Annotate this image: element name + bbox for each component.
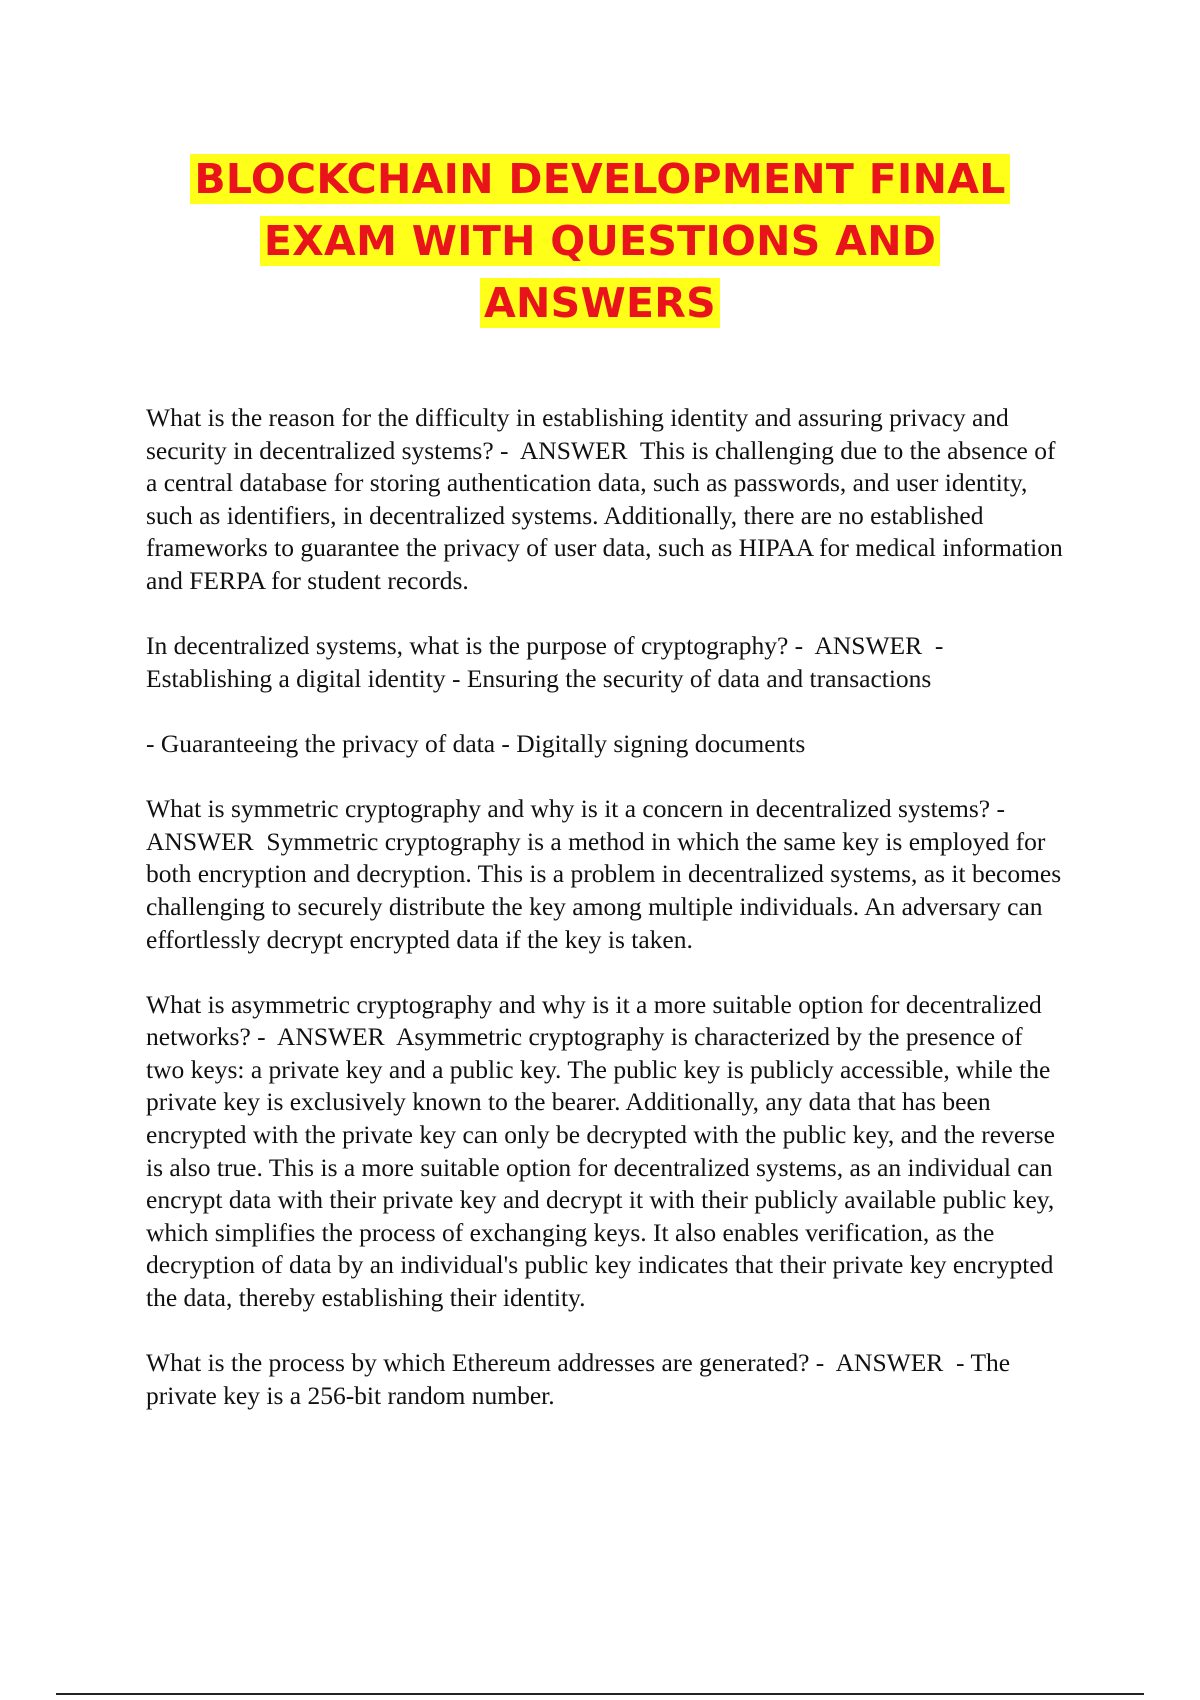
document-title [0, 148, 1200, 334]
qa-paragraph-symmetric-cryptography: What is symmetric cryptography and why is it a concern in decentralized systems? - ANSWER Symmetric cryptography is a method in which the same key is employed for both encryption and decryption. This is a problem in decentralized systems, as it becomes challenging to securely distribute the key among multiple individuals. An adversary can effortlessly decrypt encrypted data if the key is taken. [146, 794, 1068, 954]
title-line-2: EXAM WITH QUESTIONS AND [0, 210, 1200, 272]
title-line-3: ANSWERS [0, 272, 1200, 334]
qa-paragraph-identity-privacy: What is the reason for the difficulty in establishing identity and assuring privacy and security in decentralized systems? - ANSWER This is challenging due to the absence of a central database for storing authentication data, such as passwords, and user identity, such as identifiers, in decentralized systems. Additionally, there are no established frameworks to guarantee the privacy of user data, such as HIPAA for medical information and FERPA for student records. [146, 403, 1070, 595]
footer-divider [56, 1693, 1144, 1695]
qa-paragraph-cryptography-purpose: In decentralized systems, what is the purpose of cryptography? - ANSWER - Establishing a digital identity - Ensuring the security of data and transactions [146, 631, 950, 693]
document-body [146, 402, 1070, 1445]
qa-paragraph-cryptography-purpose-cont: - Guaranteeing the privacy of data - Digitally signing documents [146, 728, 806, 758]
title-line-1: BLOCKCHAIN DEVELOPMENT FINAL [0, 148, 1200, 210]
qa-paragraph-ethereum-addresses: What is the process by which Ethereum addresses are generated? - ANSWER - The private key is a 256-bit random number. [146, 1348, 1017, 1410]
qa-paragraph-asymmetric-cryptography: What is asymmetric cryptography and why is it a more suitable option for decentralized networks? - ANSWER Asymmetric cryptography is characterized by the presence of two keys: a private key and a public key. The public key is publicly accessible, while the private key is exclusively known to the bearer. Additionally, any data that has been encrypted with the private key can only be decrypted with the public key, and the reverse is also true. This is a more suitable option for decentralized systems, as an individual can encrypt data with their private key and decrypt it with their publicly available public key, which simplifies the process of exchanging keys. It also enables verification, as the decryption of data by an individual's public key indicates that their private key encrypted the data, thereby establishing their identity. [146, 989, 1062, 1313]
